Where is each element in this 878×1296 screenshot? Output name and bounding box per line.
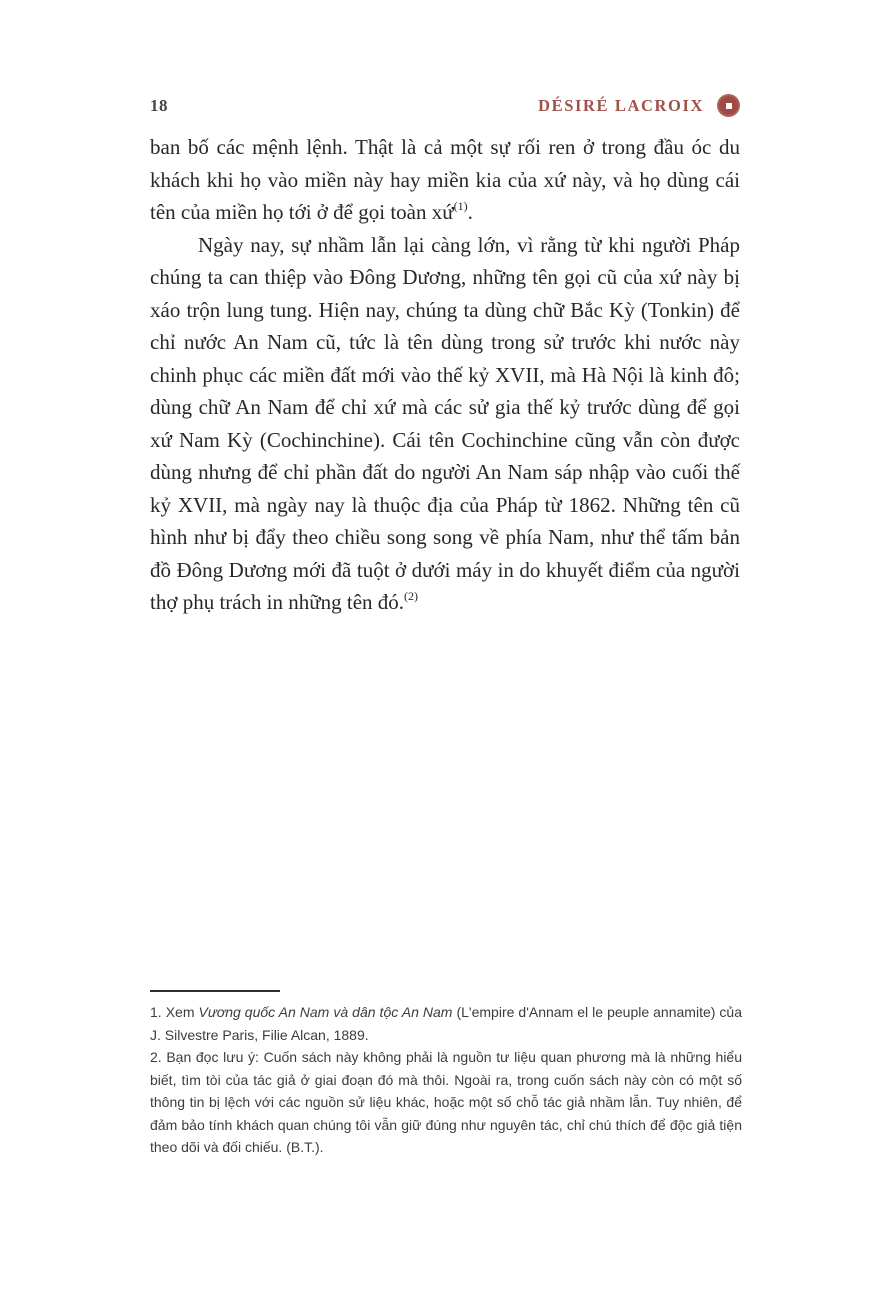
footnote-ref-1: (1) <box>453 199 468 213</box>
paragraph-2 <box>150 229 740 619</box>
footnote-1-prefix: 1. Xem <box>150 1004 199 1020</box>
coin-hole <box>726 103 732 109</box>
page-number: 18 <box>150 95 168 115</box>
paragraph-2-text: Ngày nay, sự nhầm lẫn lại càng lớn, vì rằng từ khi người Pháp chúng ta can thiệp vào Đông Dương, những tên gọi cũ của xứ này bị xáo trộn lung tung. Hiện nay, chúng ta dùng chữ Bắc Kỳ (Tonkin) để chỉ nước An Nam cũ, tức là tên dùng trong sử trước khi nước này chinh phục các miền đất mới vào thế kỷ XVII, mà Hà Nội là kinh đô; dùng chữ An Nam để chỉ xứ mà các sử gia thế kỷ trước dùng để gọi xứ Nam Kỳ (Cochinchine). Cái tên Cochinchine cũng vẫn còn được dùng nhưng để chỉ phần đất do người An Nam sáp nhập vào cuối thế kỷ XVII, mà ngày nay là thuộc địa của Pháp từ 1862. Những tên cũ hình như bị đẩy theo chiều song song về phía Nam, như thể tấm bản đồ Đông Dương mới đã tuột ở dưới máy in do khuyết điểm của người thợ phụ trách in những tên đó. <box>150 232 740 614</box>
paragraph-1-text: ban bố các mệnh lệnh. Thật là cả một sự rối ren ở trong đầu óc du khách khi họ vào miền này hay miền kia của xứ này, và họ dùng cái tên của miền họ tới ở để gọi toàn xứ <box>150 135 740 224</box>
page-body <box>150 131 740 619</box>
footnotes-section <box>150 990 742 1159</box>
footnote-ref-2: (2) <box>404 589 419 603</box>
page-header <box>150 94 740 117</box>
footnote-divider <box>150 990 280 992</box>
book-author-title: DÉSIRÉ LACROIX <box>538 95 704 115</box>
coin-ornament-icon <box>717 94 740 117</box>
footnote-2: 2. Bạn đọc lưu ý: Cuốn sách này không phải là nguồn tư liệu quan phương mà là những hiểu biết, tìm tòi của tác giả ở giai đoạn đó mà thôi. Ngoài ra, trong cuốn sách này còn có một số thông tin bị lệch với các nguồn sử liệu khác, hoặc một số chỗ tác giả nhầm lẫn. Tuy nhiên, để đảm bảo tính khách quan chúng tôi vẫn giữ đúng như nguyên tác, chỉ chú thích để độc giả tiện theo dõi và đối chiếu. (B.T.). <box>150 1049 742 1155</box>
paragraph-1 <box>150 131 740 229</box>
footnote-1-book-title: Vương quốc An Nam và dân tộc An Nam <box>198 1004 453 1020</box>
footnote-1-rest: (L'empire d'Annam el le peuple annamite) của J. Silvestre Paris, Filie Alcan, 1889. <box>150 1004 742 1043</box>
paragraph-1-tail: . <box>467 200 473 224</box>
header-right <box>538 94 740 117</box>
footnote-1 <box>150 1001 742 1046</box>
